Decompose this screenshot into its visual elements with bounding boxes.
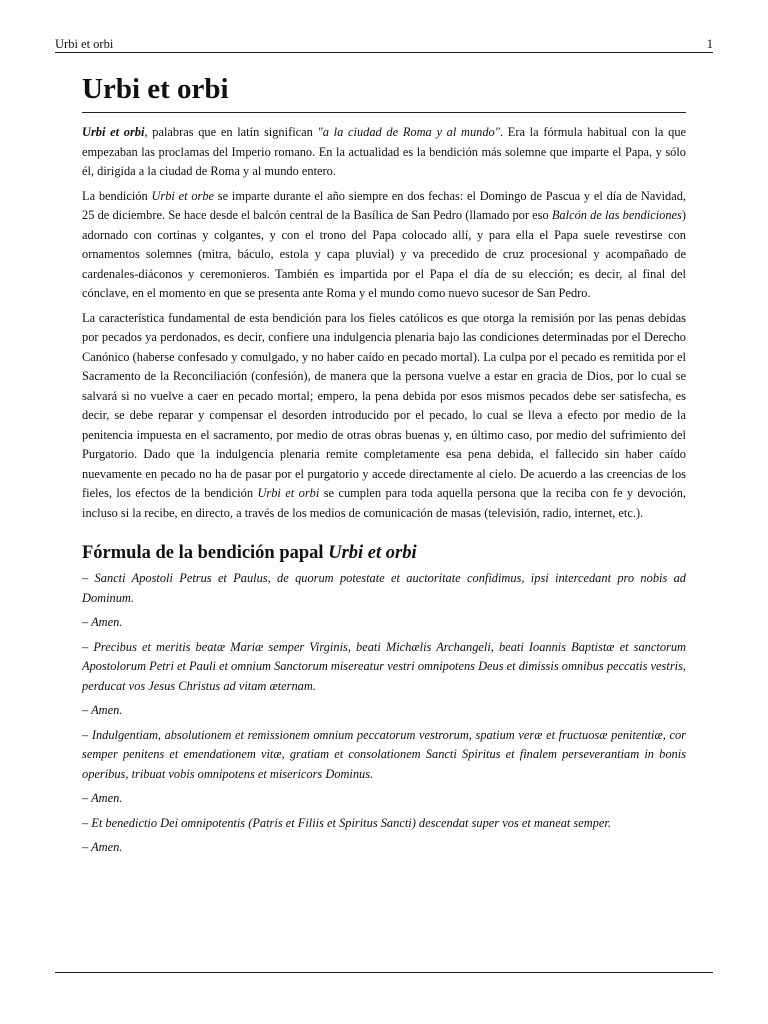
article-title: Urbi et orbi <box>82 66 686 113</box>
term-urbi-et-orbi: Urbi et orbi <box>257 486 320 500</box>
section-heading: Fórmula de la bendición papal Urbi et orbi <box>82 543 417 563</box>
dates-paragraph: La bendición Urbi et orbe se imparte durante el año siempre en dos fechas: el Domingo de Pascua y el día de Navidad, 25 de diciembre. Se hace desde el balcón central de la Basílica de San Pedro (llamado por eso Balcón de las bendiciones) adornado con cortinas y colgantes, y con el trono del Papa colocado allí, y para ella el Papa suele revestirse con ornamentos solemnes (mitra, báculo, estola y capa pluvial) y va precedido de cruz procesional y acompañado de cardenales-diáconos y ceremonieros. También es impartida por el Papa el día de su elección; es decir, al final del cónclave, en el momento en que se presenta ante Roma y el mundo como nuevo sucesor de San Pedro. <box>82 188 686 300</box>
running-header <box>55 34 713 52</box>
prayer-line: – Indulgentiam, absolutionem et remissionem omnium peccatorum vestrorum, spatium veræ et fructuosæ penitentiæ, cor semper penitens et emendationem vitæ, gratiam et consolationem Sancti Spiritus et finalem perseverantiam in bonis operibus, tribuat vobis omnipotens et misericors Dominus. <box>82 727 686 781</box>
prayer-line: – Amen. <box>82 791 123 805</box>
prayer-list <box>82 569 686 858</box>
intro-paragraph: Urbi et orbi, palabras que en latín significan "a la ciudad de Roma y al mundo". Era la fórmula habitual con la que empezaban las proclamas del Imperio romano. En la actualidad es la bendición más solemne que imparte el Papa, y sólo él, dirigida a la ciudad de Roma y al mundo entero. <box>82 125 687 178</box>
intro-quote: "a la ciudad de Roma y al mundo" <box>317 125 500 139</box>
running-title: Urbi et orbi <box>55 37 114 51</box>
prayer-line: – Amen. <box>82 615 123 629</box>
term-balcon: Balcón de las bendiciones <box>551 208 682 222</box>
prayer-line: – Et benedictio Dei omnipotentis (Patris et Filiis et Spiritus Sancti) descendat super vos et maneat semper. <box>82 815 611 830</box>
prayer-line: – Sancti Apostoli Petrus et Paulus, de quorum potestate et auctoritate confidimus, ipsi intercedant pro nobis ad Dominum. <box>82 571 686 605</box>
prayer-line: – Amen. <box>82 703 123 717</box>
intro-term: Urbi et orbi <box>82 125 145 139</box>
header-rule <box>55 52 713 53</box>
page-number: 1 <box>706 37 713 51</box>
article-body <box>82 66 686 863</box>
footer-rule <box>55 972 713 973</box>
prayer-line: – Precibus et meritis beatæ Mariæ semper Virginis, beati Michælis Archangeli, beati Ioannis Baptistæ et sanctorum Apostolorum Petri et Pauli et omnium Sanctorum misereatur vestri omnipotens Deus et dimissis omnibus peccatis vestris, perducat vos Jesus Christus ad vitam æternam. <box>82 639 686 693</box>
term-urbi-et-orbe: Urbi et orbe <box>151 188 215 203</box>
indulgence-paragraph: La característica fundamental de esta bendición para los fieles católicos es que otorga la remisión por las penas debidas por pecados ya perdonados, es decir, confiere una indulgencia plenaria bajo las condiciones determinadas por el Derecho Canónico (haberse confesado y comulgado, y no haber caído en pecado mortal). La culpa por el pecado es remitida por el Sacramento de la Reconciliación (confesión), de manera que la persona vuelve a estar en gracia de Dios, por lo cual se salvará si no vuelve a caer en pecado mortal; empero, la pena debida por esos mismos pecados debe ser satisfecha, es decir, se debe reparar y compensar el desorden introducido por el pecado, lo cual se lleva a efecto por medio de la penitencia impuesta en el sacramento, por medio de otras obras buenas y, en último caso, por medio del sufrimiento del Purgatorio. Dado que la indulgencia plenaria remite completamente esa pena debida, el fallecido sin haber caído nuevamente en pecado no ha de pasar por el purgatorio y accede directamente al cielo. De acuerdo a las creencias de los fieles, los efectos de la bendición Urbi et orbi se cumplen para toda aquella persona que la reciba con fe y devoción, incluso si la recibe, en directo, a través de los medios de comunicación de masas (televisión, radio, internet, etc.). <box>82 310 686 520</box>
prayer-line: – Amen. <box>82 840 123 854</box>
